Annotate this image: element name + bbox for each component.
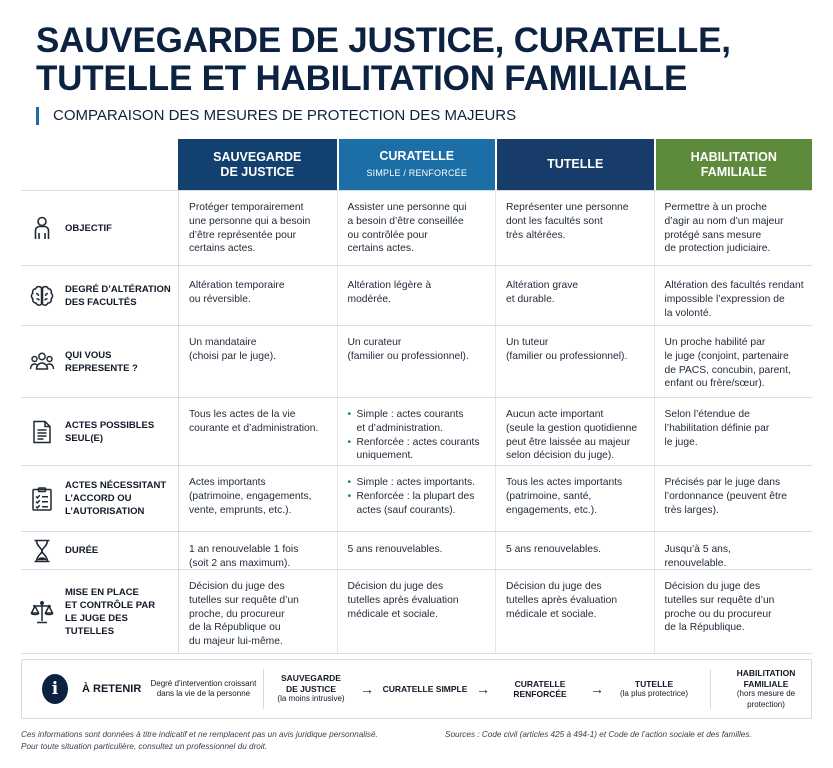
cell-line: Actes importants	[189, 477, 266, 488]
cell-sauvegarde	[178, 466, 337, 531]
row-label-line: MISE EN PLACE	[65, 586, 139, 598]
group-icon	[27, 347, 57, 377]
cell-line: peut être laissée au majeur	[506, 436, 631, 448]
cell-line: Précisés par le juge dans	[664, 477, 781, 488]
cell-line: uniquement.	[356, 450, 414, 462]
cell-line: de protection judiciaire.	[664, 243, 771, 255]
row-label	[21, 532, 178, 569]
row-label-text	[65, 419, 154, 445]
cell-line: enfant ou frère/sœur).	[664, 378, 765, 390]
page-subtitle: COMPARAISON DES MESURES DE PROTECTION DES MAJEURS	[36, 107, 516, 125]
cell-tutelle	[495, 570, 654, 653]
cell-line: Un mandataire	[189, 337, 257, 348]
cell-line: de la République.	[664, 622, 745, 634]
cell-curatelle	[337, 570, 496, 653]
retain-step-note: (la moins intrusive)	[277, 694, 345, 704]
cell-bullet-list	[348, 408, 490, 463]
cell-line: certains actes.	[189, 243, 256, 255]
cell-bullet-list	[348, 476, 490, 517]
row-label-line: DES FACULTÉS	[65, 296, 137, 308]
row-label-line: DEGRÉ D’ALTÉRATION	[65, 283, 171, 295]
cell-line: 5 ans renouvelables.	[347, 544, 443, 555]
retain-step	[498, 679, 582, 700]
cell-line: modérée.	[347, 293, 392, 305]
table-row	[21, 190, 812, 266]
cell-curatelle	[337, 266, 496, 325]
cell-line: et d’administration.	[356, 422, 443, 434]
retain-step-line: SAUVEGARDE	[281, 673, 341, 684]
cell-line: actes (sauf courants).	[356, 504, 456, 516]
title-line: SAUVEGARDE DE JUSTICE, CURATELLE,	[36, 21, 731, 60]
cell-line: très altérées.	[506, 229, 566, 241]
column-header-sauvegarde	[178, 139, 337, 190]
table-row	[21, 398, 812, 466]
row-label-line: ACTES POSSIBLES	[65, 419, 155, 431]
cell-bullet	[348, 408, 490, 436]
title-line: TUTELLE ET HABILITATION FAMILIALE	[36, 59, 688, 98]
row-label	[21, 398, 178, 465]
scales-icon	[27, 597, 57, 627]
row-label-text	[65, 349, 138, 375]
table-row	[21, 570, 812, 654]
cell-bullet	[348, 436, 490, 464]
retain-step-line: CURATELLE	[514, 678, 566, 689]
cell-line: (patrimoine, engagements,	[189, 490, 312, 502]
cell-sauvegarde	[178, 191, 337, 265]
cell-curatelle	[337, 326, 496, 397]
row-label	[21, 570, 178, 653]
retain-step-line: FAMILIALE	[743, 678, 789, 689]
retain-step-line: HABILITATION	[736, 668, 796, 678]
cell-line: Représenter une personne	[506, 202, 629, 213]
cell-line: Assister une personne qui	[347, 202, 467, 213]
cell-line: l’habilitation définie par	[664, 422, 770, 434]
retain-divider	[263, 669, 264, 709]
retain-step-line: RENFORCÉE	[513, 689, 567, 699]
retain-step-line: DE JUSTICE	[285, 683, 337, 694]
cell-line: (seule la gestion quotidienne	[506, 422, 638, 434]
cell-line: Décision du juge des	[189, 581, 285, 592]
cell-line: (choisi par le juge).	[189, 350, 276, 362]
cell-line: • Renforcée : la plupart des	[356, 490, 475, 502]
row-label-line: REPRESENTE ?	[65, 362, 138, 374]
cell-sauvegarde	[178, 570, 337, 653]
cell-line: (familier ou professionnel).	[506, 350, 628, 362]
footnote-line: Pour toute situation particulière, consultez un professionnel du droit.	[21, 742, 268, 751]
cell-line: Décision du juge des	[506, 581, 602, 592]
cell-line: Tous les actes importants	[506, 477, 623, 488]
cell-line: et durable.	[506, 293, 555, 305]
sources-note: Sources : Code civil (articles 425 à 494-1) et Code de l’action sociale et des familles.	[445, 730, 752, 739]
cell-habilitation	[654, 266, 813, 325]
column-header-line: FAMILIALE	[700, 164, 767, 179]
cell-line: certains actes.	[347, 243, 414, 255]
column-header-line: HABILITATION	[690, 149, 777, 164]
table-header	[21, 139, 812, 190]
cell-line: Un tuteur	[506, 337, 549, 348]
cell-curatelle	[337, 466, 496, 531]
cell-tutelle	[495, 191, 654, 265]
table-row	[21, 532, 812, 570]
cell-line: 5 ans renouvelables.	[506, 544, 602, 555]
cell-line: (patrimoine, santé,	[506, 490, 592, 502]
cell-line: d’être représentée pour	[189, 229, 297, 241]
table-body	[21, 190, 812, 654]
cell-line: de la République ou	[189, 622, 281, 634]
checklist-icon	[27, 484, 57, 514]
cell-tutelle	[495, 266, 654, 325]
cell-line: Altération légère à	[347, 280, 432, 291]
row-label-line: L’AUTORISATION	[65, 506, 145, 517]
comparison-table	[21, 139, 812, 654]
cell-sauvegarde	[178, 266, 337, 325]
retain-step-note: (hors mesure de protection)	[736, 689, 796, 709]
cell-line: • Renforcée : actes courants	[356, 436, 480, 448]
retain-step	[382, 684, 468, 695]
cell-habilitation	[654, 466, 813, 531]
cell-line: ou réversible.	[189, 293, 251, 305]
cell-line: tutelles après évaluation	[506, 594, 618, 606]
cell-bullet	[348, 490, 490, 518]
row-label-line: ACTES NÉCESSITANT	[65, 480, 167, 491]
cell-line: Altération temporaire	[189, 280, 285, 291]
column-header-subtitle: SIMPLE / RENFORCÉE	[366, 167, 468, 178]
cell-line: le juge (conjoint, partenaire	[664, 350, 789, 362]
cell-line: 1 an renouvelable 1 fois	[189, 544, 299, 555]
cell-line: médicale et sociale.	[506, 608, 597, 620]
row-label-line: LE JUGE DES TUTELLES	[65, 612, 128, 637]
cell-tutelle	[495, 326, 654, 397]
cell-tutelle	[495, 532, 654, 569]
cell-bullet	[348, 476, 490, 490]
cell-line: Un curateur	[347, 337, 402, 348]
row-label	[21, 266, 178, 325]
retain-divider	[710, 669, 711, 709]
cell-line: de PACS, concubin, parent,	[664, 364, 791, 376]
row-label-text	[65, 222, 112, 235]
row-label	[21, 326, 178, 397]
cell-line: selon décision du juge).	[506, 450, 615, 462]
document-icon	[27, 417, 57, 447]
retain-description	[150, 679, 258, 700]
disclaimer-footnote	[21, 729, 441, 753]
cell-line: Décision du juge des	[664, 581, 761, 592]
cell-habilitation	[654, 398, 813, 465]
column-header-habilitation	[654, 139, 813, 190]
retain-step-note: (la plus protectrice)	[619, 689, 689, 698]
cell-line: du majeur lui-même.	[189, 636, 283, 648]
retain-label: À RETENIR	[82, 683, 142, 695]
cell-habilitation	[654, 570, 813, 653]
cell-line: Permettre à un proche	[664, 202, 767, 213]
cell-line: impossible l’expression de	[664, 293, 785, 305]
cell-line: a besoin d’être conseillée	[347, 215, 464, 227]
row-label-text	[65, 586, 178, 638]
person-icon	[27, 213, 57, 243]
retain-step-line: TUTELLE	[634, 678, 674, 689]
cell-line: engagements, etc.).	[506, 504, 598, 516]
row-label	[21, 466, 178, 531]
cell-line: Altération des facultés rendant	[664, 280, 804, 291]
cell-line: Jusqu’à 5 ans,	[664, 544, 731, 555]
cell-line: l’ordonnance (peuvent être	[664, 490, 788, 502]
cell-line: Aucun acte important	[506, 409, 604, 420]
cell-line: proche, du procureur	[189, 608, 285, 620]
row-label	[21, 191, 178, 265]
cell-line: Selon l’étendue de	[664, 409, 750, 420]
retain-description-line: dans la vie de la personne	[156, 689, 251, 698]
brain-icon	[27, 281, 57, 311]
cell-line: une personne qui a besoin	[189, 215, 311, 227]
cell-line: d’agir au nom d’un majeur	[664, 215, 784, 227]
header-spacer	[21, 139, 178, 190]
row-label-text	[65, 479, 166, 518]
cell-curatelle	[337, 532, 496, 569]
table-row	[21, 266, 812, 326]
row-label-line: DURÉE	[65, 545, 99, 556]
cell-line: médicale et sociale.	[347, 608, 438, 620]
page-title	[36, 22, 816, 98]
cell-line: Tous les actes de la vie	[189, 409, 296, 420]
cell-line: renouvelable.	[664, 557, 727, 569]
arrow-right-icon: →	[590, 681, 604, 697]
cell-line: Décision du juge des	[347, 581, 444, 592]
cell-tutelle	[495, 466, 654, 531]
row-label-line: QUI VOUS	[65, 349, 112, 361]
cell-curatelle	[337, 398, 496, 465]
column-header-line: DE JUSTICE	[220, 164, 295, 179]
cell-sauvegarde	[178, 532, 337, 569]
row-label-line: SEUL(E)	[65, 432, 103, 444]
retain-banner	[21, 659, 812, 719]
cell-line: proche ou du procureur	[664, 608, 772, 620]
row-label-line: ET CONTRÔLE PAR	[65, 599, 156, 611]
retain-scale	[270, 668, 811, 710]
cell-line: dont les facultés sont	[506, 215, 603, 227]
cell-line: courante et d’administration.	[189, 422, 319, 434]
cell-line: très larges).	[664, 504, 719, 516]
cell-line: vente, emprunts, etc.).	[189, 504, 292, 516]
row-label-line: L’ACCORD OU	[65, 493, 132, 504]
table-row	[21, 466, 812, 532]
hourglass-icon	[27, 536, 57, 566]
cell-sauvegarde	[178, 326, 337, 397]
retain-step	[721, 668, 811, 710]
cell-line: • Simple : actes importants.	[356, 477, 475, 488]
row-label-text	[65, 283, 171, 309]
cell-line: Altération grave	[506, 280, 579, 291]
cell-habilitation	[654, 326, 813, 397]
cell-line: (soit 2 ans maximum).	[189, 557, 291, 569]
column-header-line: SAUVEGARDE	[213, 149, 302, 164]
cell-habilitation	[654, 191, 813, 265]
column-header-tutelle	[495, 139, 654, 190]
cell-line: le juge.	[664, 436, 698, 448]
footnote-line: Ces informations sont données à titre indicatif et ne remplacent pas un avis juridique personnalisé.	[21, 730, 378, 739]
cell-habilitation	[654, 532, 813, 569]
cell-line: (familier ou professionnel).	[347, 350, 469, 362]
cell-line: tutelles sur requête d’un	[664, 594, 775, 606]
column-header-line: TUTELLE	[547, 157, 604, 171]
cell-line: Un proche habilité par	[664, 337, 766, 348]
cell-line: tutelles sur requête d’un	[189, 594, 299, 606]
cell-line: protégé sans mesure	[664, 229, 762, 241]
cell-line: la volonté.	[664, 307, 712, 319]
info-icon: i	[42, 674, 68, 704]
retain-description-line: Degré d’intervention croissant	[150, 678, 257, 688]
table-row	[21, 326, 812, 398]
cell-line: tutelles après évaluation	[347, 594, 459, 606]
column-header-line: CURATELLE	[379, 148, 455, 163]
cell-curatelle	[337, 191, 496, 265]
retain-step-line: CURATELLE SIMPLE	[382, 683, 468, 694]
cell-line: ou contrôlée pour	[347, 229, 428, 241]
cell-line: Protéger temporairement	[189, 202, 304, 213]
column-header-curatelle	[337, 139, 496, 190]
cell-sauvegarde	[178, 398, 337, 465]
arrow-right-icon: →	[360, 681, 374, 697]
retain-step	[612, 679, 696, 700]
cell-line: • Simple : actes courants	[356, 409, 464, 420]
row-label-line: OBJECTIF	[65, 222, 112, 234]
retain-step	[270, 673, 352, 705]
row-label-text	[65, 544, 98, 557]
arrow-right-icon: →	[476, 681, 490, 697]
cell-tutelle	[495, 398, 654, 465]
